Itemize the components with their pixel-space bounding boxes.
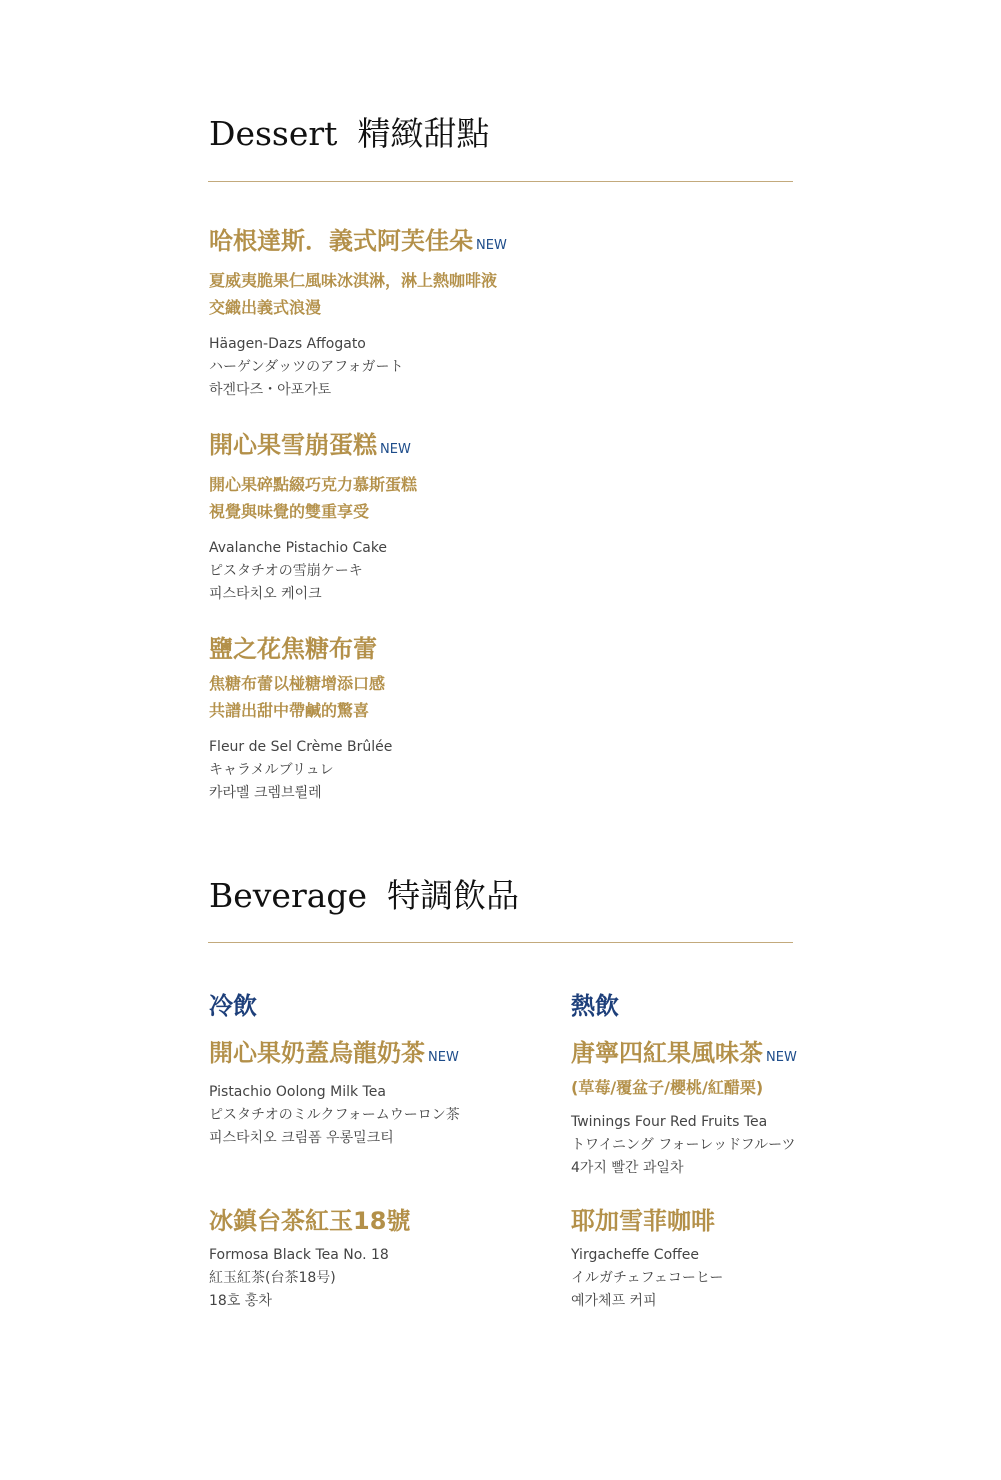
item-name-en: Avalanche Pistachio Cake — [209, 540, 388, 556]
beverage-title-en: Beverage — [209, 876, 368, 915]
dessert-section-title — [209, 108, 489, 155]
item-translations — [571, 1244, 723, 1313]
menu-item-avalanche-cake — [209, 428, 417, 606]
item-name-ja: ハーゲンダッツのアフォガート — [209, 359, 404, 375]
menu-item-affogato — [209, 224, 507, 402]
item-name-ko: 피스타치오 케이크 — [209, 586, 322, 602]
item-name-en: Pistachio Oolong Milk Tea — [209, 1084, 386, 1100]
item-name-ko: 피스타치오 크림폼 우롱밀크티 — [209, 1130, 394, 1146]
item-name-ja: イルガチェフェコーヒー — [571, 1270, 724, 1286]
item-name: 開心果奶蓋烏龍奶茶 NEW — [209, 1039, 459, 1067]
item-name-ko: 4가지 빨간 과일차 — [571, 1160, 684, 1176]
beverage-title-zh: 特調飲品 — [387, 876, 520, 915]
beverage-section-title — [209, 870, 519, 917]
dessert-divider — [208, 181, 793, 182]
menu-item-yirgacheffe-coffee — [571, 1204, 723, 1313]
menu-item-creme-brulee — [209, 632, 392, 805]
item-name-ko: 하겐다즈・아포가토 — [209, 382, 332, 398]
item-name: 鹽之花焦糖布蕾 — [209, 635, 377, 663]
item-description: 夏威夷脆果仁風味冰淇淋，淋上熱咖啡液 交織出義式浪漫 — [209, 271, 498, 317]
item-name: 開心果雪崩蛋糕 NEW — [209, 431, 411, 459]
item-name-ko: 예가체프 커피 — [571, 1293, 657, 1309]
menu-item-red-fruits-tea — [571, 1036, 797, 1180]
item-translations — [209, 1244, 410, 1313]
item-subtitle: (草莓/覆盆子/櫻桃/紅醋栗) — [571, 1078, 764, 1097]
item-name-ja: キャラメルブリュレ — [209, 762, 334, 778]
item-name-ko: 카라멜 크렘브륄레 — [209, 785, 322, 801]
beverage-divider — [208, 942, 793, 943]
item-name-ja: ピスタチオの雪崩ケーキ — [209, 563, 363, 579]
item-name-en: Häagen-Dazs Affogato — [209, 336, 366, 352]
new-badge: NEW — [766, 1050, 797, 1065]
item-name: 冰鎮台茶紅玉18號 — [209, 1207, 411, 1235]
item-translations — [571, 1111, 797, 1180]
item-name-ko: 18호 홍차 — [209, 1293, 272, 1309]
new-badge: NEW — [380, 442, 411, 457]
item-name: 唐寧四紅果風味茶 NEW — [571, 1039, 797, 1067]
item-name-ja: 紅玉紅茶(台茶18号) — [209, 1270, 336, 1286]
menu-item-pistachio-milk-tea — [209, 1036, 460, 1150]
item-description: 焦糖布蕾以椪糖增添口感 共譜出甜中帶鹹的驚喜 — [209, 674, 386, 720]
item-name-ja: ピスタチオのミルクフォームウーロン茶 — [209, 1107, 460, 1123]
cold-drinks-heading: 冷飲 — [209, 992, 257, 1020]
dessert-title-zh: 精緻甜點 — [357, 114, 490, 153]
item-name: 耶加雪菲咖啡 — [571, 1207, 715, 1235]
item-translations — [209, 736, 392, 805]
item-name-en: Formosa Black Tea No. 18 — [209, 1247, 389, 1263]
new-badge: NEW — [428, 1050, 459, 1065]
item-translations — [209, 333, 507, 402]
item-description: 開心果碎點綴巧克力慕斯蛋糕 視覺與味覺的雙重享受 — [209, 475, 418, 521]
item-name-ja: トワイニング フォーレッドフルーツ — [571, 1137, 796, 1153]
hot-drinks-heading: 熱飲 — [571, 992, 619, 1020]
menu-item-black-tea-18 — [209, 1204, 410, 1313]
item-name-en: Yirgacheffe Coffee — [571, 1247, 700, 1263]
item-translations — [209, 1081, 460, 1150]
dessert-title-en: Dessert — [209, 114, 338, 153]
item-name-en: Twinings Four Red Fruits Tea — [571, 1114, 768, 1130]
item-name: 哈根達斯．義式阿芙佳朵 NEW — [209, 227, 507, 255]
item-name-en: Fleur de Sel Crème Brûlée — [209, 739, 393, 755]
new-badge: NEW — [476, 238, 507, 253]
item-translations — [209, 537, 417, 606]
